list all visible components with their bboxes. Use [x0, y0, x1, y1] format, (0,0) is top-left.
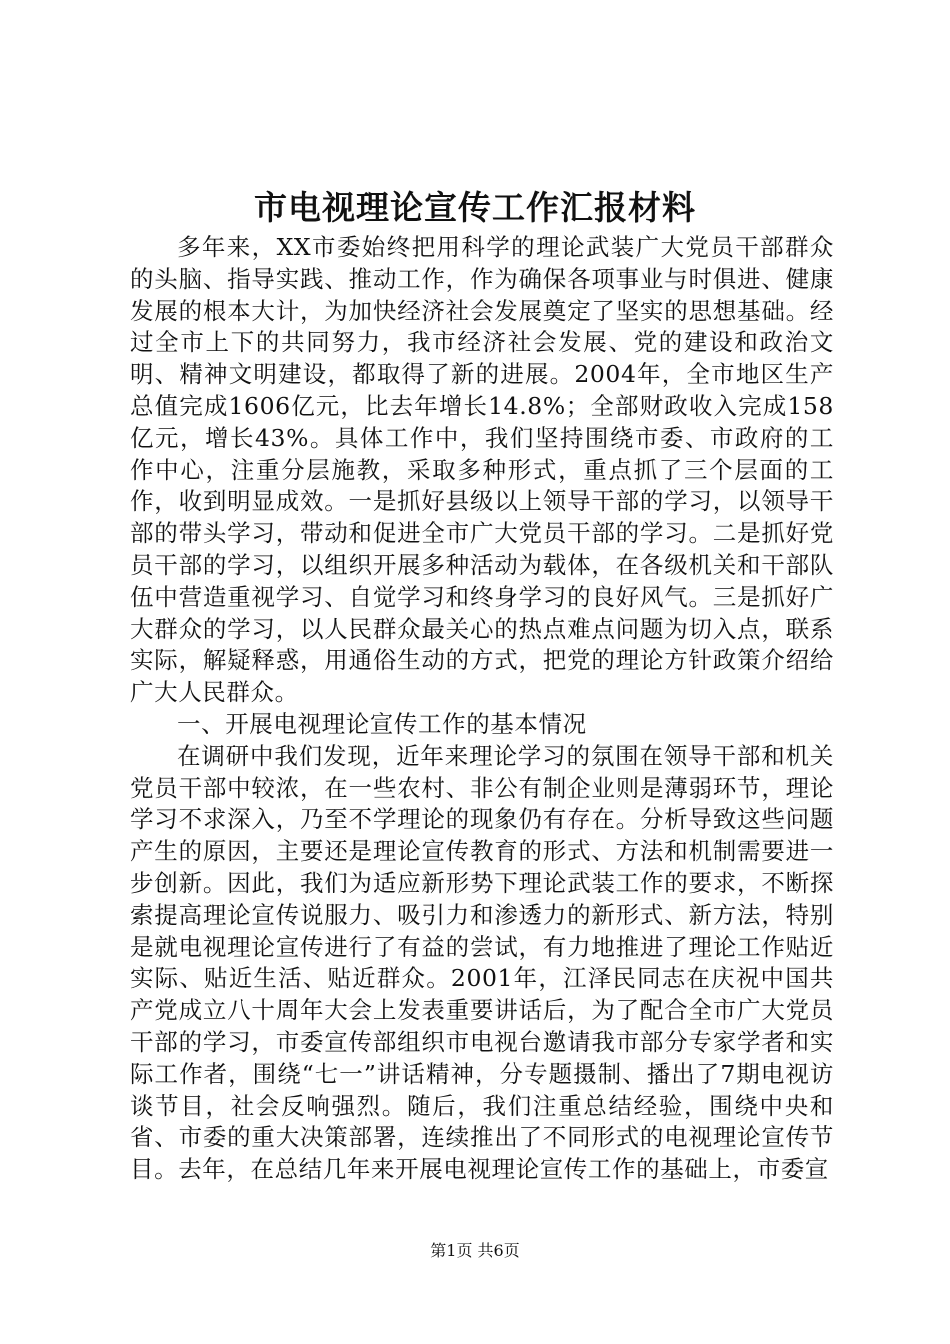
paragraph-survey: 在调研中我们发现，近年来理论学习的氛围在领导干部和机关党员干部中较浓，在一些农村、非公有制企业则是薄弱环节，理论学习不求深入，乃至不学理论的现象仍有存在。分析导致这些问题产生的原因，主要还是理论宣传教育的形式、方法和机制需要进一步创新。因此，我们为适应新形势下理论武装工作的要求，不断探索提高理论宣传说服力、吸引力和渗透力的新形式、新方法，特别是就电视理论宣传进行了有益的尝试，有力地推进了理论工作贴近实际、贴近生活、贴近群众。2001年，江泽民同志在庆祝中国共产党成立八十周年大会上发表重要讲话后，为了配合全市广大党员干部的学习，市委宣传部组织市电视台邀请我市部分专家学者和实际工作者，围绕“七一”讲话精神，分专题摄制、播出了7期电视访谈节目，社会反响强烈。随后，我们注重总结经验，围绕中央和省、市委的重大决策部署，连续推出了不同形式的电视理论宣传节目。去年，在总结几年来开展电视理论宣传工作的基础上，市委宣 — [130, 741, 834, 1184]
document-body — [130, 232, 834, 1186]
document-title: 市电视理论宣传工作汇报材料 — [254, 188, 696, 227]
page-footer: 第1页 共6页 — [430, 1241, 520, 1260]
section-heading: 一、开展电视理论宣传工作的基本情况 — [177, 709, 587, 738]
paragraph-intro: 多年来，XX市委始终把用科学的理论武装广大党员干部群众的头脑、指导实践、推动工作，作为确保各项事业与时俱进、健康发展的根本大计，为加快经济社会发展奠定了坚实的思想基础。经过全市上下的共同努力，我市经济社会发展、党的建设和政治文明、精神文明建设，都取得了新的进展。2004年，全市地区生产总值完成1606亿元，比去年增长14.8%；全部财政收入完成158亿元，增长43%。具体工作中，我们坚持围绕市委、市政府的工作中心，注重分层施教，采取多种形式，重点抓了三个层面的工作，收到明显成效。一是抓好县级以上领导干部的学习，以领导干部的带头学习，带动和促进全市广大党员干部的学习。二是抓好党员干部的学习，以组织开展多种活动为载体，在各级机关和干部队伍中营造重视学习、自觉学习和终身学习的良好风气。三是抓好广大群众的学习，以人民群众最关心的热点难点问题为切入点，联系实际，解疑释惑，用通俗生动的方式，把党的理论方针政策介绍给广大人民群众。 — [130, 233, 834, 707]
